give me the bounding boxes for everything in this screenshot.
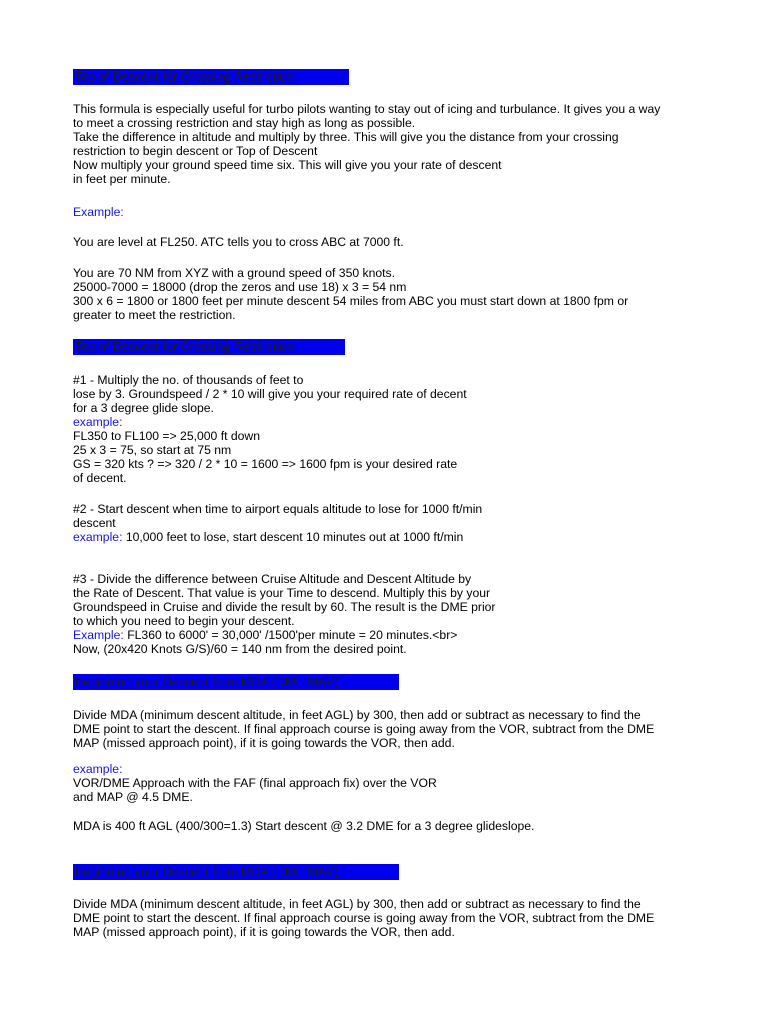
section-heading-descent-from-mda-2: Beginning your Descent from MDA (DME MAP)	[73, 864, 399, 880]
text-line: descent	[73, 516, 116, 530]
text-line: You are 70 NM from XYZ with a ground speed of 350 knots.	[73, 266, 396, 280]
text-line: MAP (missed approach point), if it is going towards the VOR, then add.	[73, 736, 455, 750]
text-line: Groundspeed in Cruise and divide the result by 60. The result is the DME prior	[73, 600, 496, 614]
text-line: restriction to begin descent or Top of Descent	[73, 144, 318, 158]
text-line: DME point to start the descent. If final approach course is going away from the VOR, subtract from the DME	[73, 911, 655, 925]
text-line: MDA is 400 ft AGL (400/300=1.3) Start descent @ 3.2 DME for a 3 degree glideslope.	[73, 819, 535, 833]
text-line: #2 - Start descent when time to airport equals altitude to lose for 1000 ft/min	[73, 502, 483, 516]
text-line: This formula is especially useful for turbo pilots wanting to stay out of icing and turbulance. It gives you a way	[73, 102, 661, 116]
example-text: FL360 to 6000' = 30,000' /1500'per minute = 20 minutes.<br>	[123, 628, 458, 642]
text-line: GS = 320 kts ? => 320 / 2 * 10 = 1600 => 1600 fpm is your desired rate	[73, 457, 458, 471]
example-label: Example:	[73, 628, 124, 642]
text-line: 300 x 6 = 1800 or 1800 feet per minute descent 54 miles from ABC you must start down at 1800 fpm or	[73, 294, 629, 308]
text-line: 25000-7000 = 18000 (drop the zeros and use 18) x 3 = 54 nm	[73, 280, 407, 294]
rule-3	[73, 572, 716, 656]
section-1-intro	[73, 102, 716, 186]
example-label: example:	[73, 415, 123, 429]
text-line: Now, (20x420 Knots G/S)/60 = 140 nm from the desired point.	[73, 642, 407, 656]
rule-2	[73, 502, 716, 544]
text-line: VOR/DME Approach with the FAF (final approach fix) over the VOR	[73, 776, 437, 790]
text-line: greater to meet the restriction.	[73, 308, 236, 322]
section-heading-top-of-descent-1: Top of Descent for Crossing Restriction	[73, 69, 349, 85]
text-line	[73, 628, 716, 642]
text-line: MAP (missed approach point), if it is going towards the VOR, then add.	[73, 925, 455, 939]
text-line: of decent.	[73, 471, 127, 485]
text-line: #1 - Multiply the no. of thousands of feet to	[73, 373, 304, 387]
text-line: and MAP @ 4.5 DME.	[73, 790, 193, 804]
text-line: DME point to start the descent. If final approach course is going away from the VOR, subtract from the DME	[73, 722, 655, 736]
text-line: 25 x 3 = 75, so start at 75 nm	[73, 443, 232, 457]
example-text: 10,000 feet to lose, start descent 10 minutes out at 1000 ft/min	[122, 530, 464, 544]
text-line: lose by 3. Groundspeed / 2 * 10 will give you your required rate of decent	[73, 387, 467, 401]
section-heading-top-of-descent-2: Top of Descent for Crossing Restriction	[73, 339, 345, 355]
text-line: You are level at FL250. ATC tells you to cross ABC at 7000 ft.	[73, 235, 404, 249]
text-line: Divide MDA (minimum descent altitude, in feet AGL) by 300, then add or subtract as necessary to find the	[73, 897, 641, 911]
text-line: the Rate of Descent. That value is your Time to descend. Multiply this by your	[73, 586, 491, 600]
text-line: to which you need to begin your descent.	[73, 614, 295, 628]
section-heading-descent-from-mda-1: Beginning your Descent from MDA (DME MAP)	[73, 674, 399, 690]
section-3-body	[73, 708, 716, 750]
text-line: Divide MDA (minimum descent altitude, in feet AGL) by 300, then add or subtract as necessary to find the	[73, 708, 641, 722]
text-line: Take the difference in altitude and multiply by three. This will give you the distance from your crossing	[73, 130, 619, 144]
example-label: Example:	[73, 205, 124, 219]
text-line: #3 - Divide the difference between Cruise Altitude and Descent Altitude by	[73, 572, 472, 586]
section-3-example	[73, 762, 716, 804]
rule-1	[73, 373, 716, 485]
example-label: example:	[73, 530, 123, 544]
text-line: to meet a crossing restriction and stay high as long as possible.	[73, 116, 416, 130]
text-line: in feet per minute.	[73, 172, 171, 186]
text-line	[73, 530, 716, 544]
text-line: for a 3 degree glide slope.	[73, 401, 214, 415]
text-line: Now multiply your ground speed time six. This will give you your rate of descent	[73, 158, 502, 172]
section-4-body	[73, 897, 716, 939]
section-1-example-body	[73, 266, 716, 322]
text-line: FL350 to FL100 => 25,000 ft down	[73, 429, 261, 443]
example-label: example:	[73, 762, 123, 776]
